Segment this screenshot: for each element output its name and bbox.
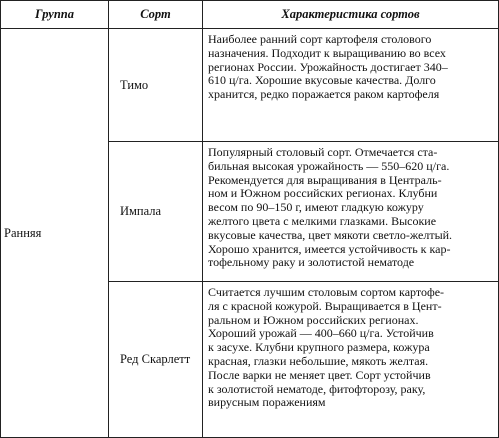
description-line: Популярный столовый сорт. Отмечается ста- [208,145,438,159]
description-line: ном и Южном российских регионах. Клубни [208,186,438,201]
description-line: весом по 90–150 г, имеют гладкую кожуру [208,200,424,215]
description-line: вирусным поражениям [208,395,326,410]
description-line: ральном и Южном российских регионах. [208,312,419,327]
group-cell: Ранняя [1,29,109,438]
description-line: к золотистой нематоде, фитофторозу, раку, [208,381,426,396]
description-cell [203,142,499,282]
description-line: Наиболее ранний сорт картофеля столового [208,32,432,46]
variety-cell: Ред Скарлетт [109,282,203,438]
header-variety: Сорт [109,1,203,29]
description-line: тофельному раку и золотистой нематоде [208,255,415,270]
description-line: к засухе. Клубни крупного размера, кожура [208,340,430,355]
description-line: вкусовые качества, цвет мякоти светло-желтый. [208,227,453,242]
description-line: желтого цвета с мелкими глазками. Высокие [208,213,437,228]
description-line: 610 ц/га. Хорошие вкусовые качества. Долго [208,73,436,88]
description-cell [203,29,499,142]
description-line: назначения. Подходит к выращиванию во всех [208,45,446,60]
table-row [1,29,499,142]
description-line: Рекомендуется для выращивания в Централь- [208,172,442,187]
description-line: Хорошо хранится, имеется устойчивость к кар- [208,241,451,256]
description-line: регионах России. Урожайность достигает 340– [208,59,448,74]
header-characteristics: Характеристика сортов [203,1,499,29]
header-group: Группа [1,1,109,29]
variety-cell: Импала [109,142,203,282]
description-line: ля с красной кожурой. Выращивается в Цент- [208,298,442,313]
description-cell [203,282,499,438]
header-row [1,1,499,29]
description-line: Считается лучшим столовым сортом картофе- [208,285,445,299]
description-line: хранится, редко поражается раком картофеля [208,87,440,102]
description-line: Хороший урожай — 400–660 ц/га. Устойчив [208,326,434,341]
description-line: бильная высокая урожайность — 550–620 ц/га. [208,158,450,173]
description-line: красная, глазки небольшие, мякоть желтая. [208,353,429,368]
description-line: После варки не меняет цвет. Сорт устойчив [208,367,431,382]
variety-cell: Тимо [109,29,203,142]
